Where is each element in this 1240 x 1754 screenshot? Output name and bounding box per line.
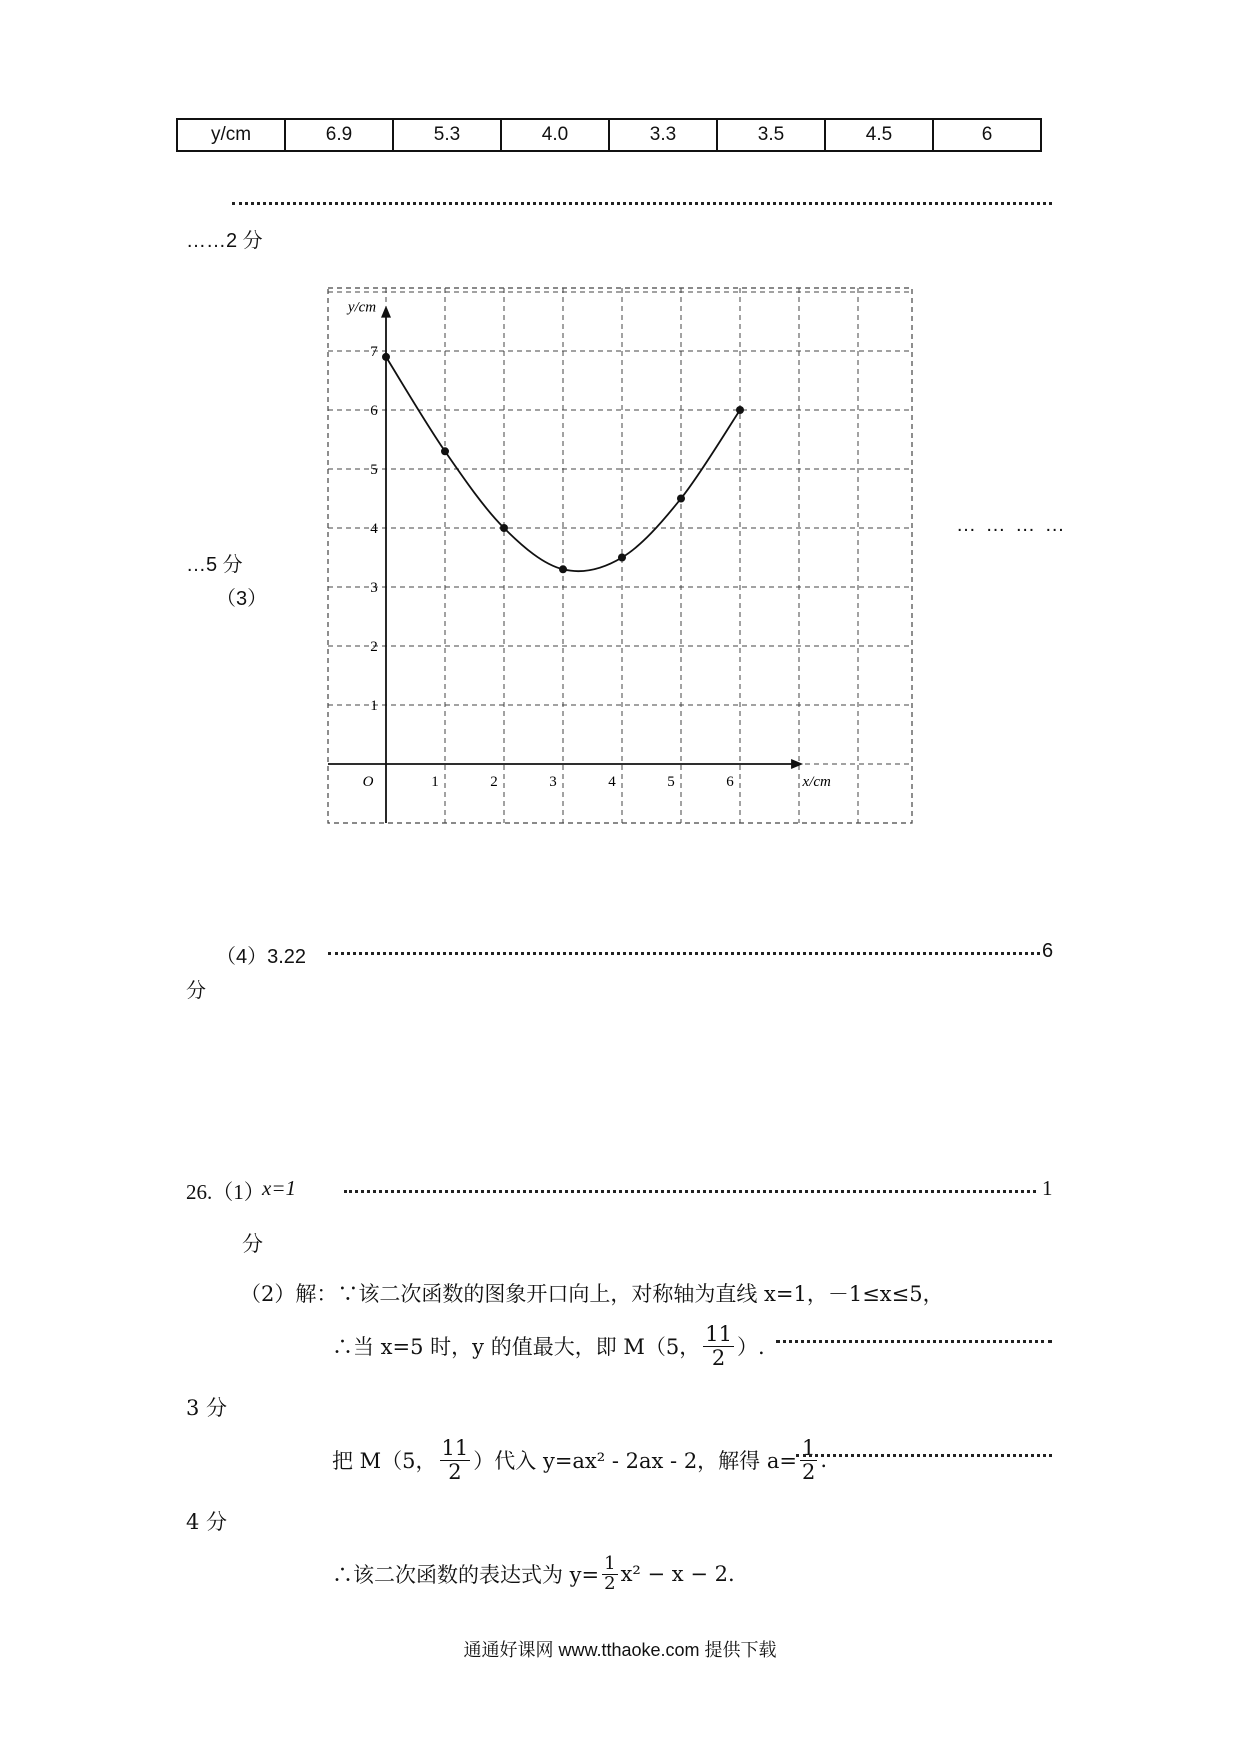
x-tick-label: 2 — [490, 774, 498, 790]
fraction-numerator: 11 — [441, 1436, 469, 1461]
q26-line-2-text-a: ∴当 x=5 时，y 的值最大，即 M（5， — [332, 1335, 701, 1359]
fraction — [703, 1323, 734, 1368]
x-tick-label: 1 — [431, 774, 439, 790]
q26-line-2-text-b: ）. — [736, 1335, 765, 1359]
x-tick-label: 6 — [726, 774, 734, 790]
fraction-numerator: 1 — [801, 1436, 816, 1461]
x-tick-label: 3 — [549, 774, 557, 790]
data-point — [559, 565, 567, 573]
fraction — [440, 1437, 471, 1482]
fraction-denominator: 2 — [711, 1345, 726, 1370]
q26-line-3-text-a: 把 M（5， — [332, 1449, 437, 1473]
origin-label: O — [362, 774, 374, 790]
dotted-leader — [776, 1340, 1052, 1343]
part-4-score-tail: 6 — [1042, 940, 1054, 962]
part-4-answer: （4）3.22 — [216, 946, 307, 968]
q26-line-4 — [332, 1546, 735, 1602]
dotted-leader — [232, 202, 1052, 205]
fraction — [602, 1552, 617, 1594]
y-axis-arrow — [381, 306, 391, 318]
x-axis-arrow — [791, 759, 803, 769]
y-tick-label: 5 — [370, 462, 378, 478]
fraction-denominator: 2 — [448, 1459, 462, 1484]
dotted-leader — [328, 952, 1040, 955]
score-2-label: ……2 分 — [186, 230, 263, 252]
q26-line-3-text-b: ）代入 y=ax² - 2ax - 2，解得 a= — [473, 1449, 797, 1473]
fraction-denominator: 2 — [801, 1459, 816, 1484]
q26-line-3 — [332, 1432, 827, 1488]
y-axis-label: y/cm — [347, 299, 377, 316]
q26-line-4-text-b: x² − x − 2. — [620, 1562, 735, 1586]
data-point — [618, 554, 626, 562]
table-cell: 6 — [933, 119, 1041, 151]
q26-part-1-score-unit: 分 — [242, 1232, 263, 1256]
y-tick-label: 1 — [370, 698, 378, 714]
table-cell: 4.5 — [825, 119, 933, 151]
data-point — [382, 353, 390, 361]
quadratic-graph — [320, 280, 940, 840]
table-cell: 3.3 — [609, 119, 717, 151]
footer-text: 通通好课网 www.tthaoke.com 提供下载 — [463, 1640, 777, 1660]
x-tick-label: 5 — [667, 774, 675, 790]
part-4-score-unit: 分 — [186, 978, 206, 1002]
data-point — [441, 447, 449, 455]
q26-part-1-label: 26.（1） — [186, 1180, 265, 1204]
table-row — [177, 119, 1041, 151]
y-tick-label: 4 — [370, 521, 378, 537]
score-4-label: 4 分 — [186, 1510, 228, 1534]
data-point — [500, 524, 508, 532]
part-3-label: （3） — [216, 588, 268, 610]
y-tick-label: 3 — [370, 580, 378, 596]
table-cell: 6.9 — [285, 119, 393, 151]
value-table — [176, 118, 1042, 152]
data-point — [736, 406, 744, 414]
y-tick-label: 6 — [370, 403, 378, 419]
dotted-leader — [344, 1190, 1036, 1193]
fraction-numerator: 11 — [705, 1322, 732, 1347]
table-cell: 5.3 — [393, 119, 501, 151]
table-cell: 4.0 — [501, 119, 609, 151]
q26-part-2-intro: （2）解：∵该二次函数的图象开口向上，对称轴为直线 x=1，－1≤x≤5， — [240, 1282, 944, 1306]
q26-line-3-text-c: . — [820, 1448, 828, 1472]
q26-line-2 — [332, 1318, 765, 1374]
q26-part-1-answer: x=1 — [262, 1176, 296, 1200]
dotted-leader — [796, 1454, 1052, 1457]
score-3-label: 3 分 — [186, 1396, 228, 1420]
y-tick-label: 2 — [370, 639, 378, 655]
score-5-label: …5 分 — [186, 554, 243, 576]
table-cell: 3.5 — [717, 119, 825, 151]
score-5-trailing-dots: … … … … — [956, 514, 1067, 536]
x-tick-label: 4 — [608, 774, 616, 790]
q26-line-4-text-a: ∴该二次函数的表达式为 y= — [332, 1563, 600, 1587]
data-point — [677, 495, 685, 503]
table-header-cell: y/cm — [177, 119, 285, 151]
q26-part-1-score-tail: 1 — [1042, 1176, 1053, 1200]
x-axis-label: x/cm — [802, 774, 831, 790]
fraction-numerator: 1 — [604, 1552, 616, 1574]
fraction — [800, 1437, 817, 1482]
fraction-denominator: 2 — [604, 1572, 616, 1594]
y-tick-label: 7 — [370, 344, 378, 360]
